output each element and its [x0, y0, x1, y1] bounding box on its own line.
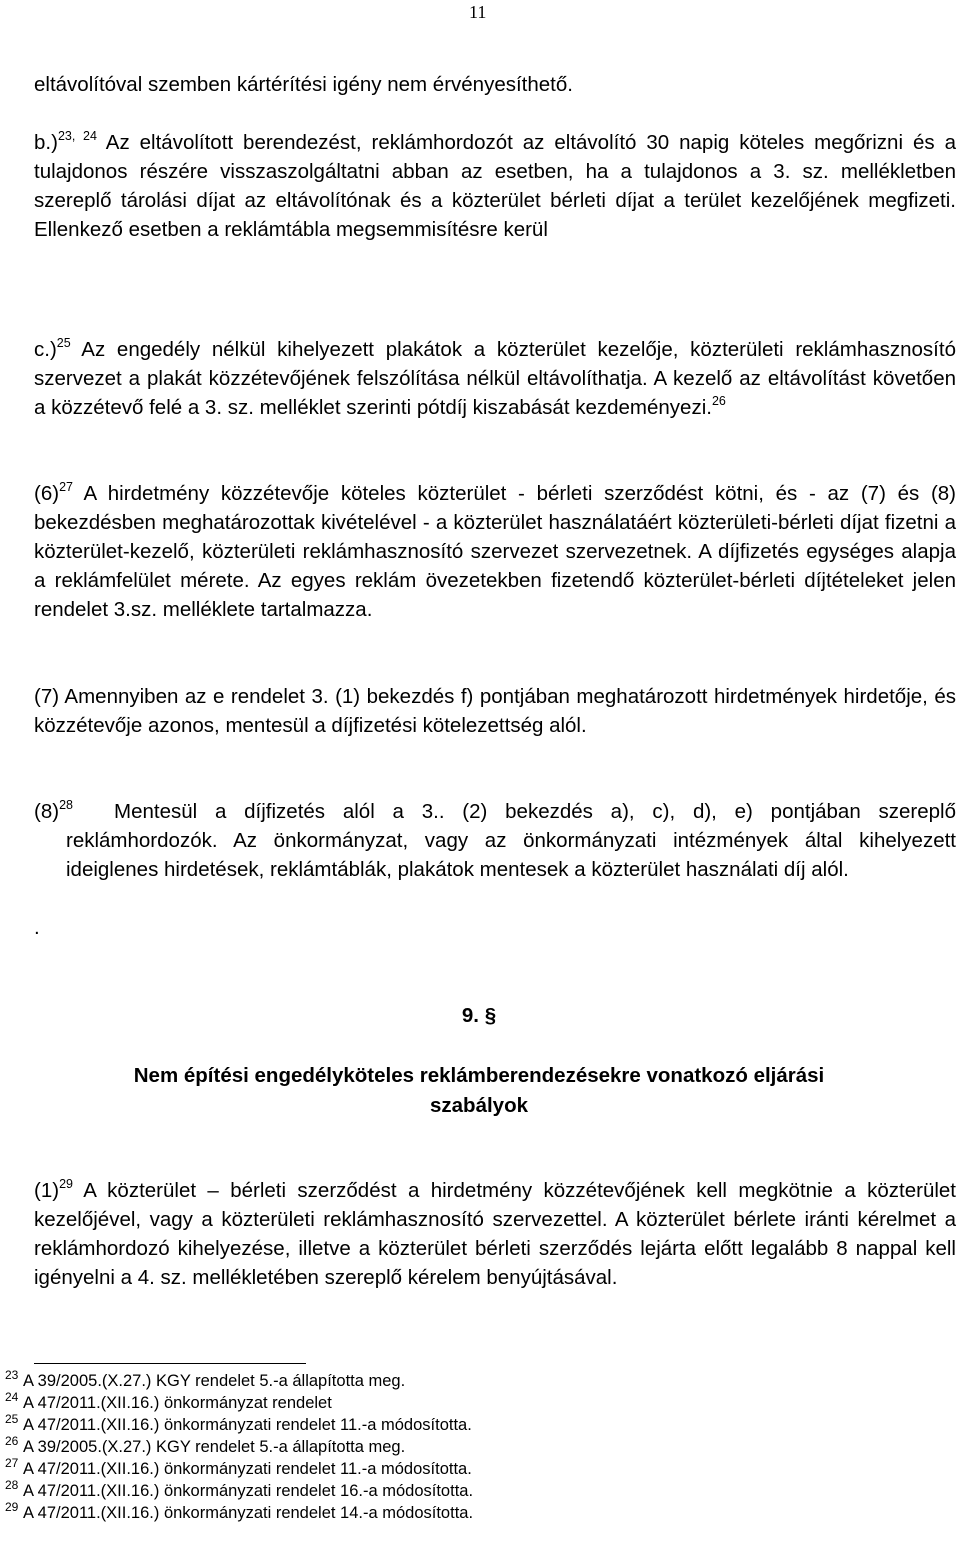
paragraph-1-label: (1)	[34, 1179, 60, 1202]
paragraph-1	[34, 1176, 956, 1292]
footnote-25: $^{25}$ A 47/2011.(XII.16.) önkormányzati rendelet 11.-a módosította.	[5, 1412, 472, 1434]
paragraph-7: (7) Amennyiben az e rendelet 3. (1) bekezdés f) pontjában meghatározott hirdetmények hirdetője, és közzétevője azonos, mentesül a díjfizetési kötelezettség alól.	[34, 685, 956, 737]
section-title-line-2: szabályok	[430, 1094, 528, 1117]
footnotes	[5, 1370, 905, 1524]
footnote-ref-23[interactable]: 23	[57, 129, 72, 143]
paragraph-6-text: A hirdetmény közzétevője köteles közterület - bérleti szerződést kötni, és - az (7) és (8) bekezdésben meghatározottak kivételével - a közterület használatáért közterületi-bérleti díjat fizetni a közterület-kezelő, közterületi reklámhasznosító szervezet szervezetnek. A díjfizetés egységes alapja a reklámfelület mérete. Az egyes reklám övezetekben fizetendő közterület-bérleti díjtételeket jelen rendelet 3.sz. melléklete tartalmazza.	[34, 482, 956, 621]
paragraph-8-dot: .	[34, 916, 40, 939]
footnote-28: $^{28}$ A 47/2011.(XII.16.) önkormányzati rendelet 16.-a módosította.	[5, 1478, 474, 1500]
page-number: 11	[469, 2, 487, 22]
footnote-23: $^{23}$ A 39/2005.(X.27.) KGY rendelet 5.-a állapította meg.	[5, 1368, 406, 1390]
footnote-separator	[34, 1363, 306, 1364]
footnote-ref-25[interactable]: 25	[56, 336, 71, 350]
intro-line: eltávolítóval szemben kártérítési igény nem érvényesíthető.	[34, 73, 573, 96]
paragraph-8-label: (8)	[34, 800, 60, 823]
footnote-ref-26[interactable]: 26	[711, 394, 726, 408]
footnote-ref-24[interactable]: , 24	[71, 129, 97, 143]
paragraph-1-text: A közterület – bérleti szerződést a hirdetmény közzétevőjének kell megkötnie a közterület kezelőjével, vagy a közterületi reklámhasznosító szervezettel. A közterület bérlete iránti kérelmet a reklámhordozó kihelyezése, illetve a közterület bérleti szerződés lejárta előtt legalább 8 nappal kell igényelni a 4. sz. mellékletében szereplő kérelem benyújtásával.	[34, 1179, 956, 1289]
paragraph-c-text: Az engedély nélkül kihelyezett plakátok a közterület kezelője, közterületi reklámhasznosító szervezet a plakát közzétevőjének felszólítása nélkül eltávolíthatja. A kezelő az eltávolítást követően a közzétevő felé a 3. sz. melléklet szerinti pótdíj kiszabását kezdeményezi.	[34, 338, 956, 419]
paragraph-b	[34, 128, 956, 244]
section-number: 9. §	[461, 1004, 497, 1027]
footnote-29: $^{29}$ A 47/2011.(XII.16.) önkormányzati rendelet 14.-a módosította.	[5, 1500, 474, 1522]
footnote-ref-27[interactable]: 27	[59, 480, 73, 494]
footnote-ref-28[interactable]: 28	[59, 798, 73, 812]
footnote-24: $^{24}$ A 47/2011.(XII.16.) önkormányzat rendelet	[5, 1390, 332, 1412]
paragraph-b-label: b.)	[34, 131, 58, 154]
footnote-27: $^{27}$ A 47/2011.(XII.16.) önkormányzati rendelet 11.-a módosította.	[5, 1456, 472, 1478]
paragraph-6-label: (6)	[34, 482, 60, 505]
paragraph-8-text: Mentesül a díjfizetés alól a 3.. (2) bekezdés a), c), d), e) pontjában szereplő reklámhordozók. Az önkormányzat, vagy az önkormányzati intézmények által kihelyezett ideiglenes hirdetések, reklámtáblák, plakátok mentesek a közterület használati díj alól.	[66, 800, 956, 881]
paragraph-6	[34, 479, 956, 624]
paragraph-b-text: Az eltávolított berendezést, reklámhordozót az eltávolító 30 napig köteles megőrizni és a tulajdonos részére visszaszolgáltatni abban az esetben, ha a tulajdonos a 3. sz. mellékletben szereplő tárolási díjat az eltávolítónak és a közterület bérleti díjat a terület kezelőjének megfizeti. Ellenkező esetben a reklámtábla megsemmisítésre kerül	[34, 131, 956, 241]
section-sign-icon: §	[484, 1004, 497, 1027]
footnote-ref-29[interactable]: 29	[59, 1177, 73, 1191]
section-title-line-1: Nem építési engedélyköteles reklámberendezésekre vonatkozó eljárási	[133, 1064, 825, 1087]
footnote-26: $^{26}$ A 39/2005.(X.27.) KGY rendelet 5.-a állapította meg.	[5, 1434, 406, 1456]
paragraph-c	[34, 335, 956, 422]
paragraph-c-label: c.)	[34, 338, 57, 361]
